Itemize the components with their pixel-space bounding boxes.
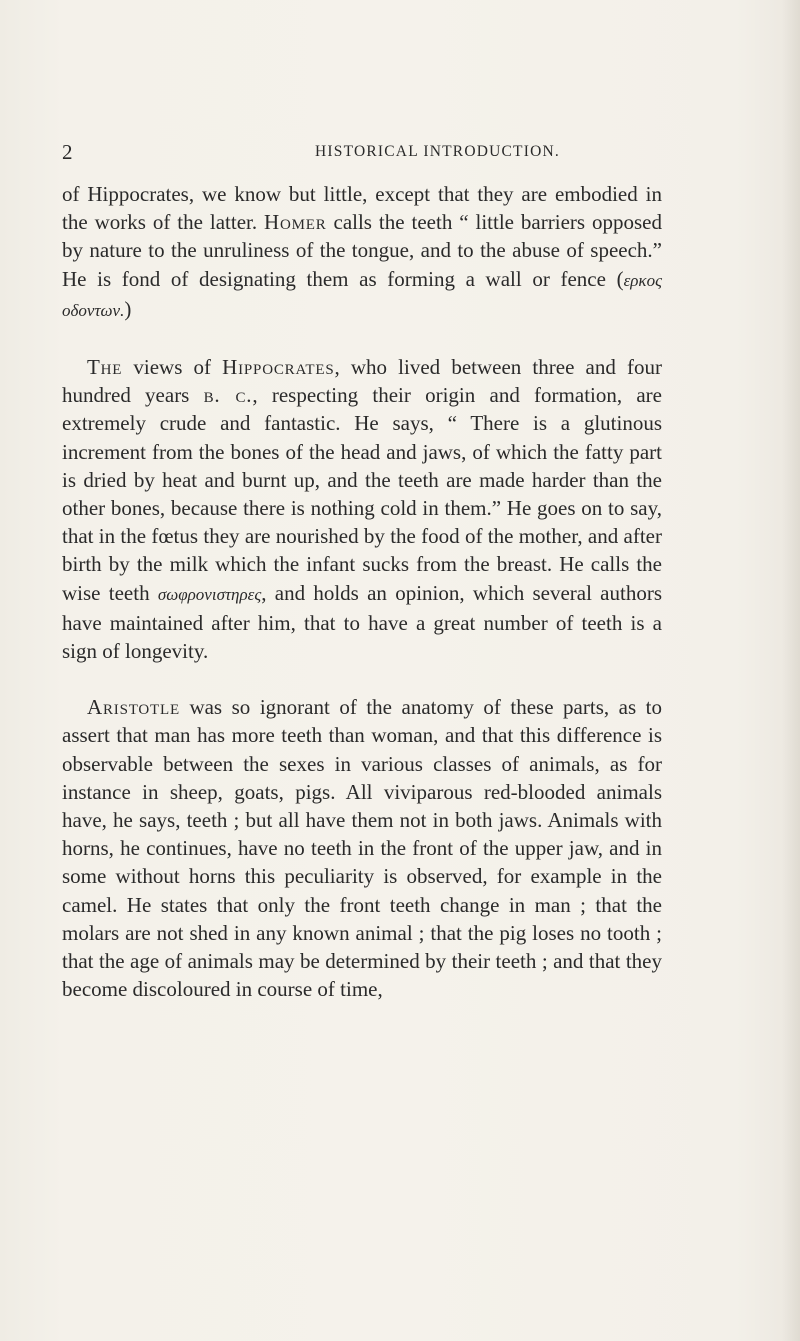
name-aristotle: Aristotle bbox=[87, 695, 180, 720]
text-run: calls the teeth “ little barriers opposed by nature to the unruliness of the tongue, and to the abuse of speech.” He is fond of designating them as forming a wall or fence ( bbox=[62, 210, 662, 291]
greek-phrase: ερκος οδοντων. bbox=[62, 270, 662, 320]
name-homer: Homer bbox=[264, 210, 327, 235]
page-number: 2 bbox=[62, 140, 73, 164]
text-run: , who lived between three and four hundred years bbox=[62, 355, 662, 408]
text-run: , respecting their origin and formation, are extremely crude and fantastic. He says, “ There is a glutinous increment from the bones of the head and jaws, of which the fatty part is dried by heat and burnt up, and the teeth are made harder than the other bones, because there is nothing cold in them.” He goes on to say, that in the fœtus they are nourished by the food of the mother, and after birth by the milk which the infant sucks from the breast. He calls the wise teeth bbox=[62, 383, 662, 605]
text-run: ) bbox=[124, 296, 132, 321]
page-edge-shadow bbox=[782, 0, 800, 1341]
body-text bbox=[62, 180, 662, 1003]
page-header bbox=[62, 140, 642, 170]
text-run: of Hippocrates, we know but little, except that they are embodied in the works of the latter. bbox=[62, 182, 662, 235]
text-run-the: The bbox=[87, 355, 123, 380]
text-run: , and holds an opinion, which several authors have maintained after him, that to have a great number of teeth is a sign of longevity. bbox=[62, 580, 663, 664]
abbrev-bc: b. c. bbox=[203, 383, 253, 408]
greek-word: σωφρονιστηρες bbox=[157, 584, 262, 604]
text-run: was so ignorant of the anatomy of these parts, as to assert that man has more teeth than woman, and that this difference is observable between the sexes in various classes of animals, as for instance in sheep, goats, pigs. All viviparous red-blooded animals have, he says, teeth ; but all have them not in both jaws. Animals with horns, he continues, have no teeth in the front of the upper jaw, and in some without horns this peculiarity is observed, for example in the camel. He states that only the front teeth change in man ; that the molars are not shed in any known animal ; that the pig loses no tooth ; that the age of animals may be determined by their teeth ; and that they become discoloured in course of time, bbox=[62, 695, 662, 1002]
running-head: HISTORICAL INTRODUCTION. bbox=[315, 143, 560, 160]
text-run: views of bbox=[122, 355, 223, 380]
paragraph-aristotle bbox=[62, 693, 662, 1003]
name-hippocrates: Hippocrates bbox=[222, 355, 335, 380]
paragraph-hippocrates bbox=[62, 353, 662, 665]
paragraph-homer bbox=[62, 180, 662, 325]
